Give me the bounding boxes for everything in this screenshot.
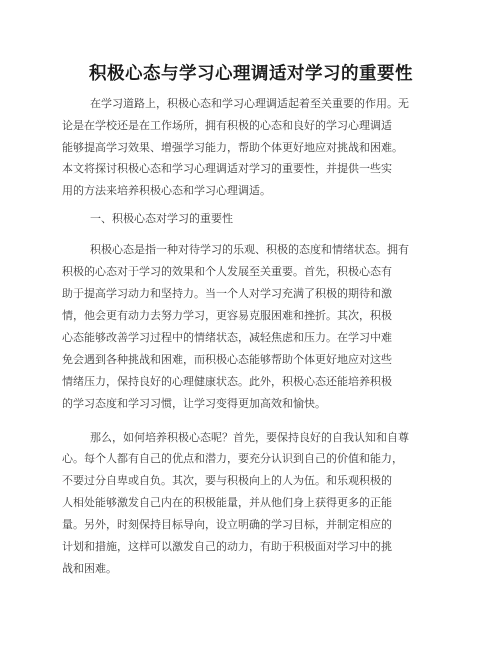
paragraph-line: 情，他会更有动力去努力学习，更容易克服困难和挫折。其次，积极 <box>62 309 392 322</box>
paragraph-line: 心。每个人都有自己的优点和潜力，要充分认识到自己的价值和能力， <box>62 452 403 465</box>
paragraph-line: 量。另外，时刻保持目标导向，设立明确的学习目标，并制定相应的 <box>62 518 392 531</box>
paragraph-line: 本文将探讨积极心态和学习心理调适对学习的重要性，并提供一些实 <box>62 162 392 175</box>
paragraph-line: 能够提高学习效果、增强学习能力，帮助个体更好地应对挑战和困难。 <box>62 141 403 154</box>
paragraph-line: 情绪压力，保持良好的心理健康状态。此外，积极心态还能培养积极 <box>62 375 392 388</box>
paragraph-line: 用的方法来培养积极心态和学习心理调适。 <box>62 184 271 197</box>
paragraph-line: 积极的心态对于学习的效果和个人发展至关重要。首先，积极心态有 <box>62 265 392 278</box>
paragraph-line: 那么，如何培养积极心态呢？首先，要保持良好的自我认知和自尊 <box>90 431 409 444</box>
paragraph-line: 免会遇到各种挑战和困难，而积极心态能够帮助个体更好地应对这些 <box>62 353 392 366</box>
paragraph-line: 心态能够改善学习过程中的情绪状态，减轻焦虑和压力。在学习中难 <box>62 331 392 344</box>
paragraph-line: 助于提高学习动力和坚持力。当一个人对学习充满了积极的期待和激 <box>62 287 392 300</box>
paragraph-line: 战和困难。 <box>62 562 117 575</box>
paragraph-line: 在学习道路上，积极心态和学习心理调适起着至关重要的作用。无 <box>90 97 409 110</box>
paragraph-line: 人相处能够激发自己内在的积极能量，并从他们身上获得更多的正能 <box>62 496 392 509</box>
section-heading: 一、积极心态对学习的重要性 <box>90 212 233 225</box>
paragraph-line: 的学习态度和学习习惯，让学习变得更加高效和愉快。 <box>62 397 326 410</box>
paragraph-line: 积极心态是指一种对待学习的乐观、积极的态度和情绪状态。拥有 <box>90 243 409 256</box>
paragraph-line: 论是在学校还是在工作场所，拥有积极的心态和良好的学习心理调适 <box>62 119 392 132</box>
document-title: 积极心态与学习心理调适对学习的重要性 <box>89 64 413 84</box>
paragraph-line: 不要过分自卑或自负。其次，要与积极向上的人为伍。和乐观积极的 <box>62 474 392 487</box>
paragraph-line: 计划和措施，这样可以激发自己的动力，有助于积极面对学习中的挑 <box>62 540 392 553</box>
